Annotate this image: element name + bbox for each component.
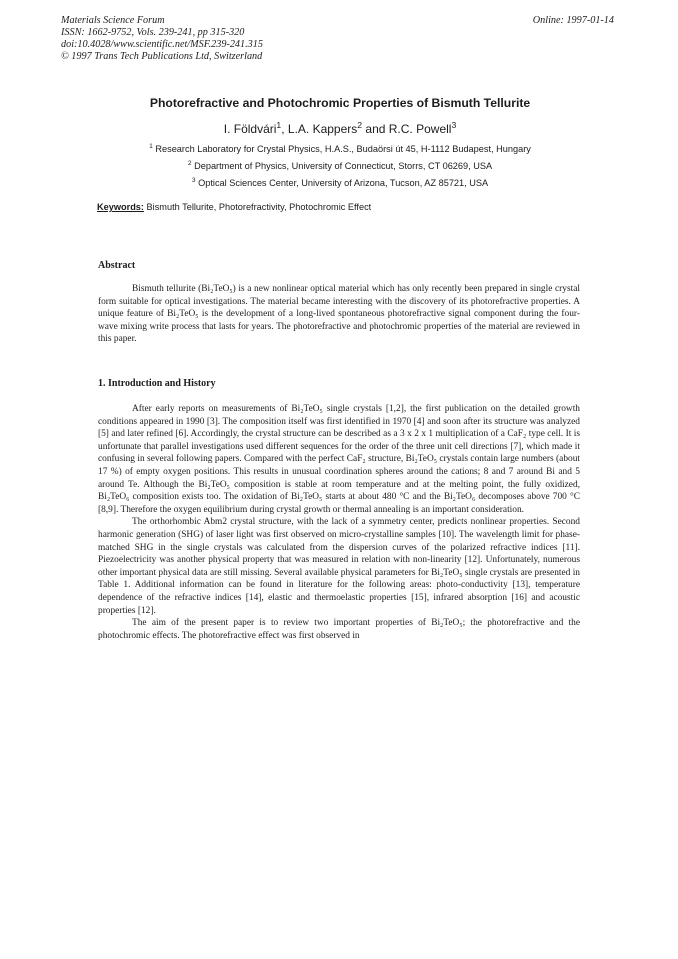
- author-name: L.A. Kappers: [287, 122, 358, 136]
- affiliation: [60, 144, 620, 154]
- copyright-line: © 1997 Trans Tech Publications Ltd, Switzerland: [61, 51, 263, 62]
- issn-line: ISSN: 1662-9752, Vols. 239-241, pp 315-320: [61, 27, 245, 38]
- affiliation-text: Department of Physics, University of Connecticut, Storrs, CT 06269, USA: [194, 161, 493, 171]
- affiliation-text: Optical Sciences Center, University of Arizona, Tucson, AZ 85721, USA: [198, 178, 489, 188]
- author-affiliation-mark: 2: [357, 120, 363, 130]
- keywords: [97, 202, 371, 212]
- journal-name: Materials Science Forum: [61, 15, 165, 26]
- online-date: Online: 1997-01-14: [532, 15, 614, 26]
- keywords-text: Bismuth Tellurite, Photorefractivity, Photochromic Effect: [146, 202, 372, 212]
- author-affiliation-mark: 1: [276, 120, 282, 130]
- page-header: [61, 15, 614, 63]
- affiliation-number: 3: [191, 176, 196, 184]
- keywords-label: Keywords:: [97, 202, 144, 212]
- affiliation-text: Research Laboratory for Crystal Physics, H.A.S., Budaörsi út 45, H-1112 Budapest, Hungary: [155, 144, 531, 154]
- author-affiliation-mark: 3: [451, 120, 457, 130]
- doi-line: doi:10.4028/www.scientific.net/MSF.239-241.315: [61, 39, 263, 50]
- intro-paragraph: After early reports on measurements of Bi₂TeO₅ single crystals [1,2], the first publication on the detailed growth conditions appeared in 1990 [3]. The composition itself was first identified in 1970 [4] and soon after its structure was analyzed [5] and later refined [6]. Accordingly, the crystal structure can be described as a 3 x 2 x 1 multiplication of a CaF₂ type cell. It is unfortunate that parallel investigations used different sequences for the order of the three unit cell directions [7], which made it confusing in several following papers. Compared with the perfect CaF₂ structure, Bi₂TeO₅ crystals contain large numbers (about 17 %) of empty oxygen positions. This results in unusual coordination spheres around the cations; 8 and 7 around Bi and 5 around Te. Although the Bi₂TeO₅ composition is stable at room temperature and at the melting point, the fully oxidized, Bi₂TeO₆ composition exists too. The oxidation of Bi₂TeO₅ starts at about 480 °C and the Bi₂TeO₆ decomposes above 700 °C [8,9]. Therefore the oxygen equilibrium during crystal growth or thermal annealing is an important consideration.: [98, 404, 580, 515]
- affiliation-number: 2: [187, 159, 192, 167]
- intro-heading: 1. Introduction and History: [98, 378, 216, 389]
- intro-paragraph: The orthorhombic Abm2 crystal structure, with the lack of a symmetry center, predicts nonlinear properties. Second harmonic generation (SHG) of laser light was first observed on micro-crystalline samples [10]. The wavelength limit for phase-matched SHG in the single crystals was calculated from the dispersion curves of the polarized refractive indices [11]. Piezoelectricity was another physical property that was measured in relation with non-linearity [12]. Unfortunately, numerous other important physical data are still missing. Several available physical parameters for Bi₂TeO₅ single crystals are presented in Table 1. Additional information can be found in literature for the following areas: photo-conductivity [13], temperature dependence of the refractive indices [14], elastic and thermoelastic properties [15], infrared absorption [16] and acoustic properties [12].: [98, 517, 580, 616]
- affiliation: [60, 161, 620, 171]
- affiliation-number: 1: [149, 142, 153, 150]
- abstract-paragraph: Bismuth tellurite (Bi₂TeO₅) is a new nonlinear optical material which has only recently been prepared in single crystal form suitable for optical investigations. The material became interesting with the discovery of its photorefractive properties. A unique feature of Bi₂TeO₅ is the development of a long-lived spontaneous photorefractive signal component during the four-wave mixing write process that lasts for years. The photorefractive and photochromic properties of the material are reviewed in this paper.: [98, 284, 580, 345]
- intro-body: [98, 403, 580, 642]
- author-name: R.C. Powell: [388, 122, 452, 136]
- abstract-body: [98, 283, 580, 346]
- affiliation: [60, 178, 620, 188]
- abstract-heading: Abstract: [98, 260, 136, 271]
- intro-paragraph: The aim of the present paper is to review two important properties of Bi₂TeO₅; the photorefractive and the photochromic effects. The photorefractive effect was first observed in: [98, 618, 580, 641]
- author-list: I. Földvári$^1$, L.A. Kappers$^2$ and R.C. Powell$^3$: [223, 120, 457, 136]
- author-name: I. Földvári: [223, 122, 277, 136]
- paper-title: Photorefractive and Photochromic Properties of Bismuth Tellurite: [149, 96, 531, 110]
